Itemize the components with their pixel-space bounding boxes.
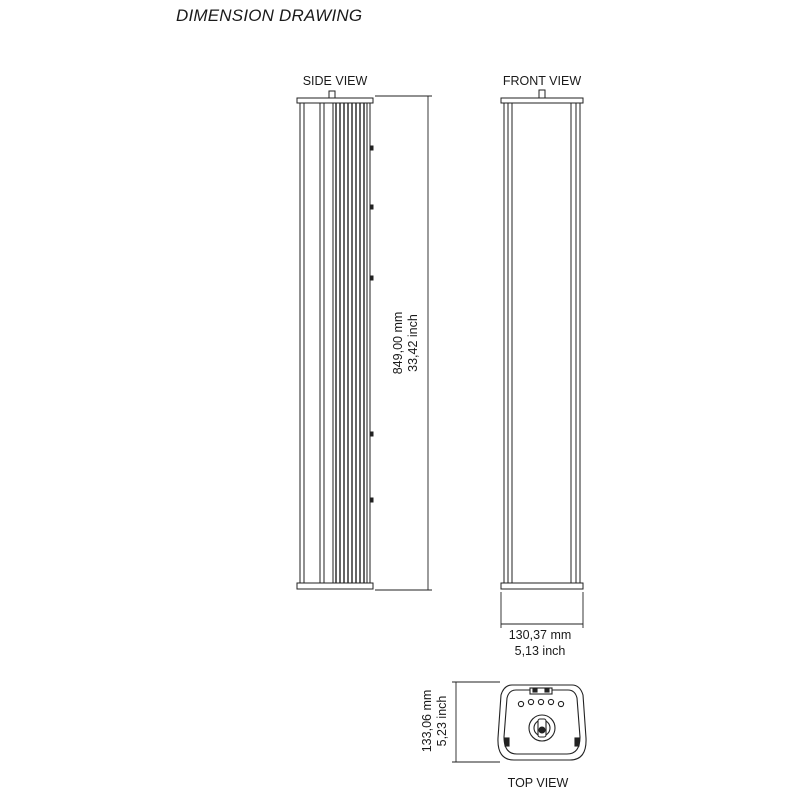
depth-dimension-line (452, 682, 500, 762)
side-top-connector (329, 91, 335, 98)
side-view-label: SIDE VIEW (302, 74, 368, 88)
drawing-title: DIMENSION DRAWING (176, 6, 363, 25)
height-inch: 33,42 inch (406, 314, 420, 372)
depth-inch: 5,23 inch (435, 695, 449, 747)
front-top-connector (539, 90, 545, 98)
side-top-cap (297, 98, 373, 103)
height-dimension-line (375, 96, 432, 590)
top-view (498, 685, 586, 760)
width-inch: 5,13 inch (514, 644, 566, 658)
height-mm: 849,00 mm (391, 311, 405, 375)
depth-mm: 133,06 mm (420, 689, 434, 753)
width-mm: 130,37 mm (508, 628, 572, 642)
front-top-cap (501, 98, 583, 103)
top-view-label: TOP VIEW (507, 776, 569, 790)
front-view (501, 90, 583, 589)
front-body (504, 103, 580, 583)
side-view (297, 91, 373, 589)
width-dimension-line (501, 592, 583, 628)
side-bottom-cap (297, 583, 373, 589)
front-bottom-cap (501, 583, 583, 589)
front-view-label: FRONT VIEW (502, 74, 582, 88)
